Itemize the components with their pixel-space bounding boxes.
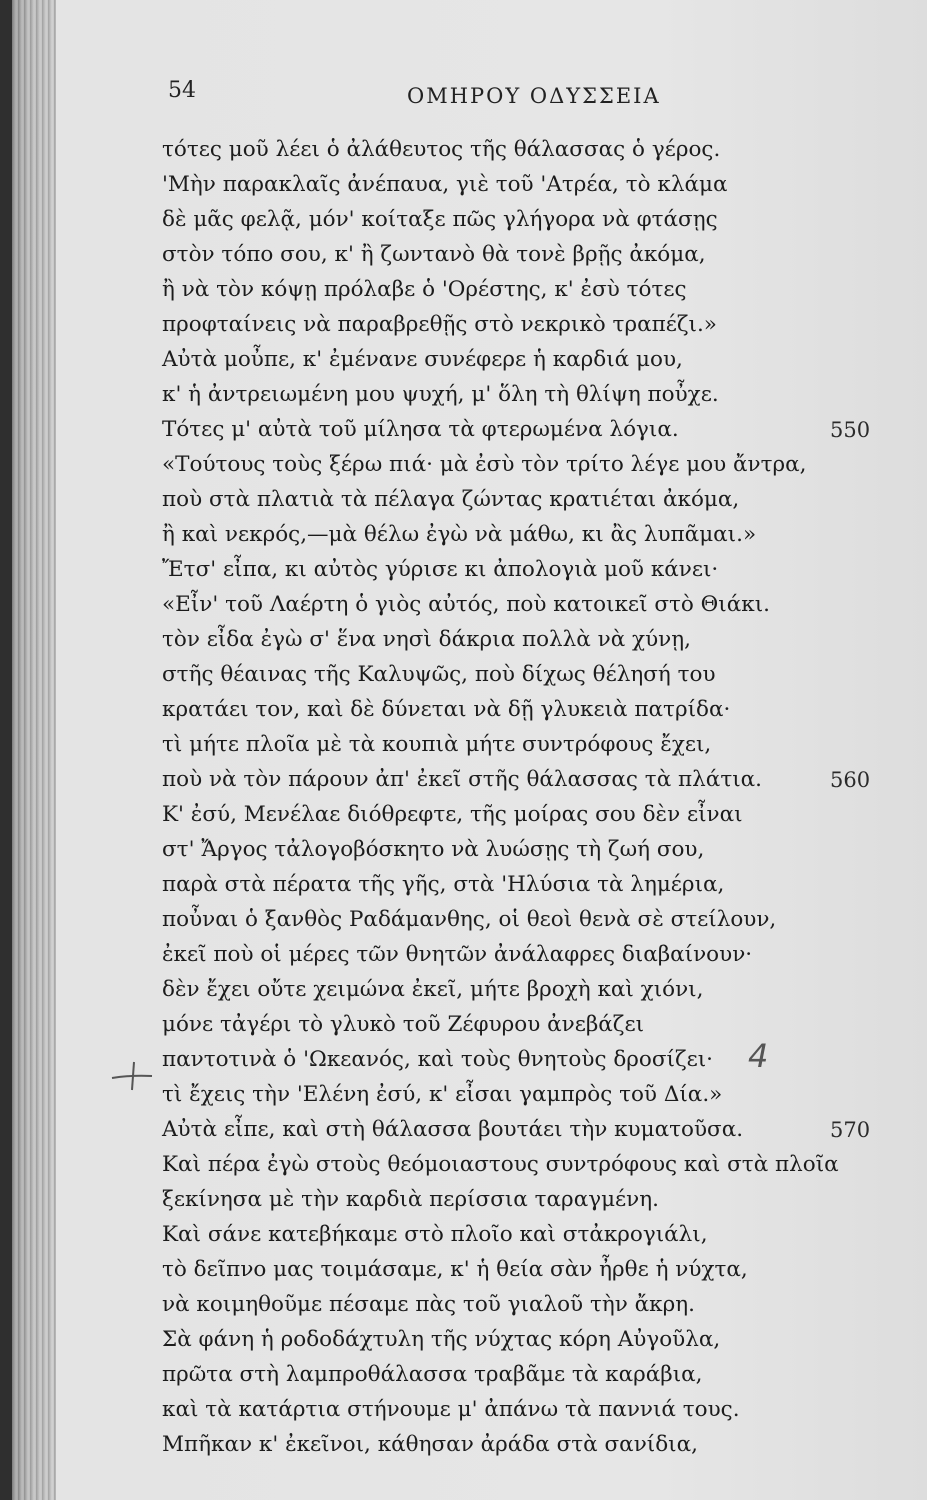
- verse-line: ἢ νὰ τὸν κόψῃ πρόλαβε ὁ 'Ορέστης, κ' ἐσὺ τότες: [162, 277, 687, 302]
- verse-line: τὸ δεῖπνο μας τοιμάσαμε, κ' ἡ θεία σὰν ἦρθε ἡ νύχτα,: [162, 1257, 748, 1282]
- line-number-570: 570: [830, 1118, 871, 1142]
- verse-line: στῆς θέαινας τῆς Καλυψῶς, ποὺ δίχως θέλησή του: [162, 662, 716, 687]
- running-head: ΟΜΗΡΟΥ ΟΔΥΣΣΕΙΑ: [407, 84, 661, 108]
- verse-line: δὲ μᾶς φελᾷ, μόν' κοίταξε πῶς γλήγορα νὰ φτάσῃς: [162, 207, 718, 232]
- verse-line: καὶ τὰ κατάρτια στήνουμε μ' ἀπάνω τὰ παννιά τους.: [162, 1397, 740, 1422]
- svg-text:4: 4: [748, 1037, 769, 1075]
- verse-block: [12, 0, 927, 1500]
- verse-line: παντοτινὰ ὁ 'Ωκεανός, καὶ τοὺς θνητοὺς δροσίζει·: [162, 1047, 714, 1072]
- line-number-550: 550: [830, 418, 871, 442]
- verse-line: Αὐτὰ μοὖπε, κ' ἐμένανε συνέφερε ἡ καρδιά μου,: [162, 347, 683, 372]
- verse-line: ποὖναι ὁ ξανθὸς Ραδάμανθης, οἱ θεοὶ θενὰ σὲ στείλουν,: [162, 907, 777, 932]
- verse-line: νὰ κοιμηθοῦμε πέσαμε πὰς τοῦ γιαλοῦ τὴν ἄκρη.: [162, 1292, 695, 1317]
- verse-line: τὶ ἔχεις τὴν 'Ελένη ἐσύ, κ' εἶσαι γαμπρὸς τοῦ Δία.»: [162, 1082, 723, 1107]
- verse-line: ποὺ στὰ πλατιὰ τὰ πέλαγα ζώντας κρατιέται ἀκόμα,: [162, 487, 740, 512]
- verse-line: «Τούτους τοὺς ξέρω πιά· μὰ ἐσὺ τὸν τρίτο λέγε μου ἄντρα,: [162, 452, 807, 477]
- verse-line: ξεκίνησα μὲ τὴν καρδιὰ περίσσια ταραγμένη.: [162, 1187, 659, 1212]
- verse-line: Μπῆκαν κ' ἐκεῖνοι, κάθησαν ἀράδα στὰ σανίδια,: [162, 1432, 698, 1457]
- page-number: 54: [168, 78, 196, 103]
- verse-line: «Εἶν' τοῦ Λαέρτη ὁ γιὸς αὐτός, ποὺ κατοικεῖ στὸ Θιάκι.: [162, 592, 770, 617]
- verse-line: παρὰ στὰ πέρατα τῆς γῆς, στὰ 'Ηλύσια τὰ λημέρια,: [162, 872, 725, 897]
- verse-line: τὶ μήτε πλοῖα μὲ τὰ κουπιὰ μήτε συντρόφους ἔχει,: [162, 732, 712, 757]
- verse-line: ἐκεῖ ποὺ οἱ μέρες τῶν θνητῶν ἀνάλαφρες διαβαίνουν·: [162, 942, 753, 967]
- pencil-annotation-four: [744, 1035, 784, 1075]
- verse-line: Τότες μ' αὐτὰ τοῦ μίλησα τὰ φτερωμένα λόγια.: [162, 417, 679, 442]
- verse-line: 'Μὴν παρακλαῖς ἀνέπαυα, γιὲ τοῦ 'Ατρέα, τὸ κλάμα: [162, 172, 728, 197]
- verse-line: Σὰ φάνη ἡ ροδοδάχτυλη τῆς νύχτας κόρη Αὐγοῦλα,: [162, 1327, 721, 1352]
- verse-line: ἢ καὶ νεκρός,—μὰ θέλω ἐγὼ νὰ μάθω, κι ἂς λυπᾶμαι.»: [162, 522, 757, 547]
- verse-line: κ' ἡ ἀντρειωμένη μου ψυχή, μ' ὅλη τὴ θλίψη ποὖχε.: [162, 382, 719, 407]
- verse-line: μόνε τἀγέρι τὸ γλυκὸ τοῦ Ζέφυρου ἀνεβάζει: [162, 1012, 645, 1037]
- verse-line: δὲν ἔχει οὔτε χειμώνα ἐκεῖ, μήτε βροχὴ καὶ χιόνι,: [162, 977, 704, 1002]
- verse-line: κρατάει τον, καὶ δὲ δύνεται νὰ δῇ γλυκειὰ πατρίδα·: [162, 697, 731, 722]
- verse-line: Καὶ πέρα ἐγὼ στοὺς θεόμοιαστους συντρόφους καὶ στὰ πλοῖα: [162, 1152, 839, 1177]
- verse-line: Κ' ἐσύ, Μενέλαε διόθρεφτε, τῆς μοίρας σου δὲν εἶναι: [162, 802, 743, 827]
- verse-line: Αὐτὰ εἶπε, καὶ στὴ θάλασσα βουτάει τὴν κυματοῦσα.: [162, 1117, 744, 1142]
- pencil-cross-mark-icon: [110, 1060, 154, 1092]
- verse-line: τὸν εἶδα ἐγὼ σ' ἕνα νησὶ δάκρια πολλὰ νὰ χύνῃ,: [162, 627, 691, 652]
- verse-line: πρῶτα στὴ λαμπροθάλασσα τραβᾶμε τὰ καράβια,: [162, 1362, 703, 1387]
- book-page: [12, 0, 927, 1500]
- line-number-560: 560: [830, 768, 871, 792]
- verse-line: στ' Ἄργος τἀλογοβόσκητο νὰ λυώσῃς τὴ ζωή σου,: [162, 837, 705, 862]
- verse-line: τότες μοῦ λέει ὁ ἀλάθευτος τῆς θάλασσας ὁ γέρος.: [162, 137, 721, 162]
- verse-line: Καὶ σάνε κατεβήκαμε στὸ πλοῖο καὶ στἀκρογιάλι,: [162, 1222, 708, 1247]
- verse-line: ποὺ νὰ τὸν πάρουν ἀπ' ἐκεῖ στῆς θάλασσας τὰ πλάτια.: [162, 767, 763, 792]
- verse-line: προφταίνεις νὰ παραβρεθῇς στὸ νεκρικὸ τραπέζι.»: [162, 312, 717, 337]
- verse-line: στὸν τόπο σου, κ' ἢ ζωντανὸ θὰ τονὲ βρῇς ἀκόμα,: [162, 242, 706, 267]
- verse-line: Ἔτσ' εἶπα, κι αὐτὸς γύρισε κι ἀπολογιὰ μοῦ κάνει·: [162, 557, 719, 582]
